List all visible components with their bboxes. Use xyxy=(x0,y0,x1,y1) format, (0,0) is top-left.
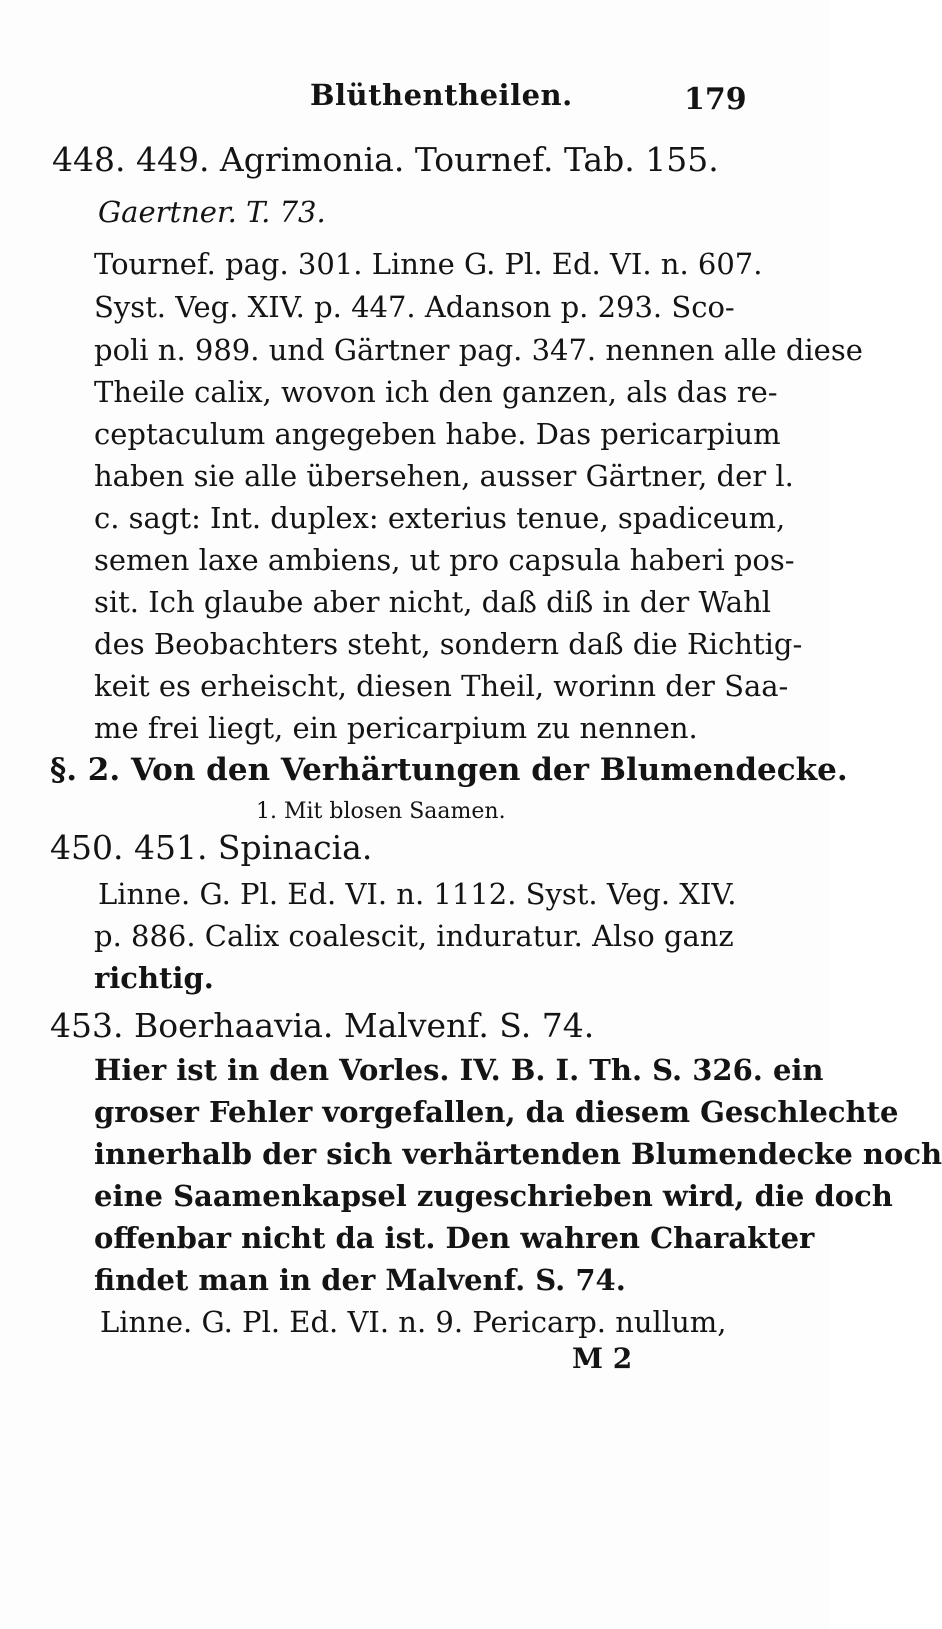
entry-453-line-1: Hier ist in den Vorles. IV. B. I. Th. S. 326. ein xyxy=(94,1053,824,1087)
entry-448-heading: 448. 449. Agrimonia. Tournef. Tab. 155. xyxy=(52,140,719,179)
entry-448-line-6: ceptaculum angegeben habe. Das pericarpium xyxy=(94,417,781,451)
entry-453-line-4: eine Saamenkapsel zugeschrieben wird, die doch xyxy=(94,1179,893,1213)
entry-450-line-2: p. 886. Calix coalescit, induratur. Also ganz xyxy=(94,919,734,953)
entry-448-line-5: Theile calix, wovon ich den ganzen, als das re- xyxy=(94,375,778,409)
entry-453-line-2: groser Fehler vorgefallen, da diesem Geschlechte xyxy=(94,1095,899,1129)
running-title: Blüthentheilen. xyxy=(310,78,573,112)
entry-448-line-7: haben sie alle übersehen, ausser Gärtner, der l. xyxy=(94,459,794,493)
page-number: 179 xyxy=(684,82,747,117)
entry-448-line-2: Tournef. pag. 301. Linne G. Pl. Ed. VI. n. 607. xyxy=(94,247,763,281)
entry-448-line-3: Syst. Veg. XIV. p. 447. Adanson p. 293. Sco- xyxy=(94,290,735,324)
entry-453-line-3: innerhalb der sich verhärtenden Blumendecke noch xyxy=(94,1137,942,1171)
entry-450-heading: 450. 451. Spinacia. xyxy=(50,828,373,867)
entry-453-heading: 453. Boerhaavia. Malvenf. S. 74. xyxy=(50,1006,595,1045)
entry-448-line-8: c. sagt: Int. duplex: exterius tenue, spadiceum, xyxy=(94,501,786,535)
signature-mark: M 2 xyxy=(572,1342,633,1375)
entry-448-line-13: me frei liegt, ein pericarpium zu nennen. xyxy=(94,711,698,745)
entry-450-line-1: Linne. G. Pl. Ed. VI. n. 1112. Syst. Veg. XIV. xyxy=(98,877,737,911)
running-head xyxy=(0,78,830,118)
entry-448-line-9: semen laxe ambiens, ut pro capsula haberi pos- xyxy=(94,543,795,577)
entry-448-line-11: des Beobachters steht, sondern daß die Richtig- xyxy=(94,627,803,661)
section-subheading: 1. Mit blosen Saamen. xyxy=(256,799,506,824)
entry-450-line-3: richtig. xyxy=(94,961,214,995)
entry-448-line-12: keit es erheischt, diesen Theil, worinn der Saa- xyxy=(94,669,789,703)
entry-448-line-1: Gaertner. T. 73. xyxy=(98,195,326,229)
entry-453-line-5: offenbar nicht da ist. Den wahren Charakter xyxy=(94,1221,815,1255)
section-heading: §. 2. Von den Verhärtungen der Blumendecke. xyxy=(50,752,848,788)
entry-448-line-4: poli n. 989. und Gärtner pag. 347. nennen alle diese xyxy=(94,333,863,367)
entry-448-line-10: sit. Ich glaube aber nicht, daß diß in der Wahl xyxy=(94,585,772,619)
entry-453-line-7: Linne. G. Pl. Ed. VI. n. 9. Pericarp. nullum, xyxy=(100,1305,727,1339)
entry-453-line-6: findet man in der Malvenf. S. 74. xyxy=(94,1263,626,1297)
